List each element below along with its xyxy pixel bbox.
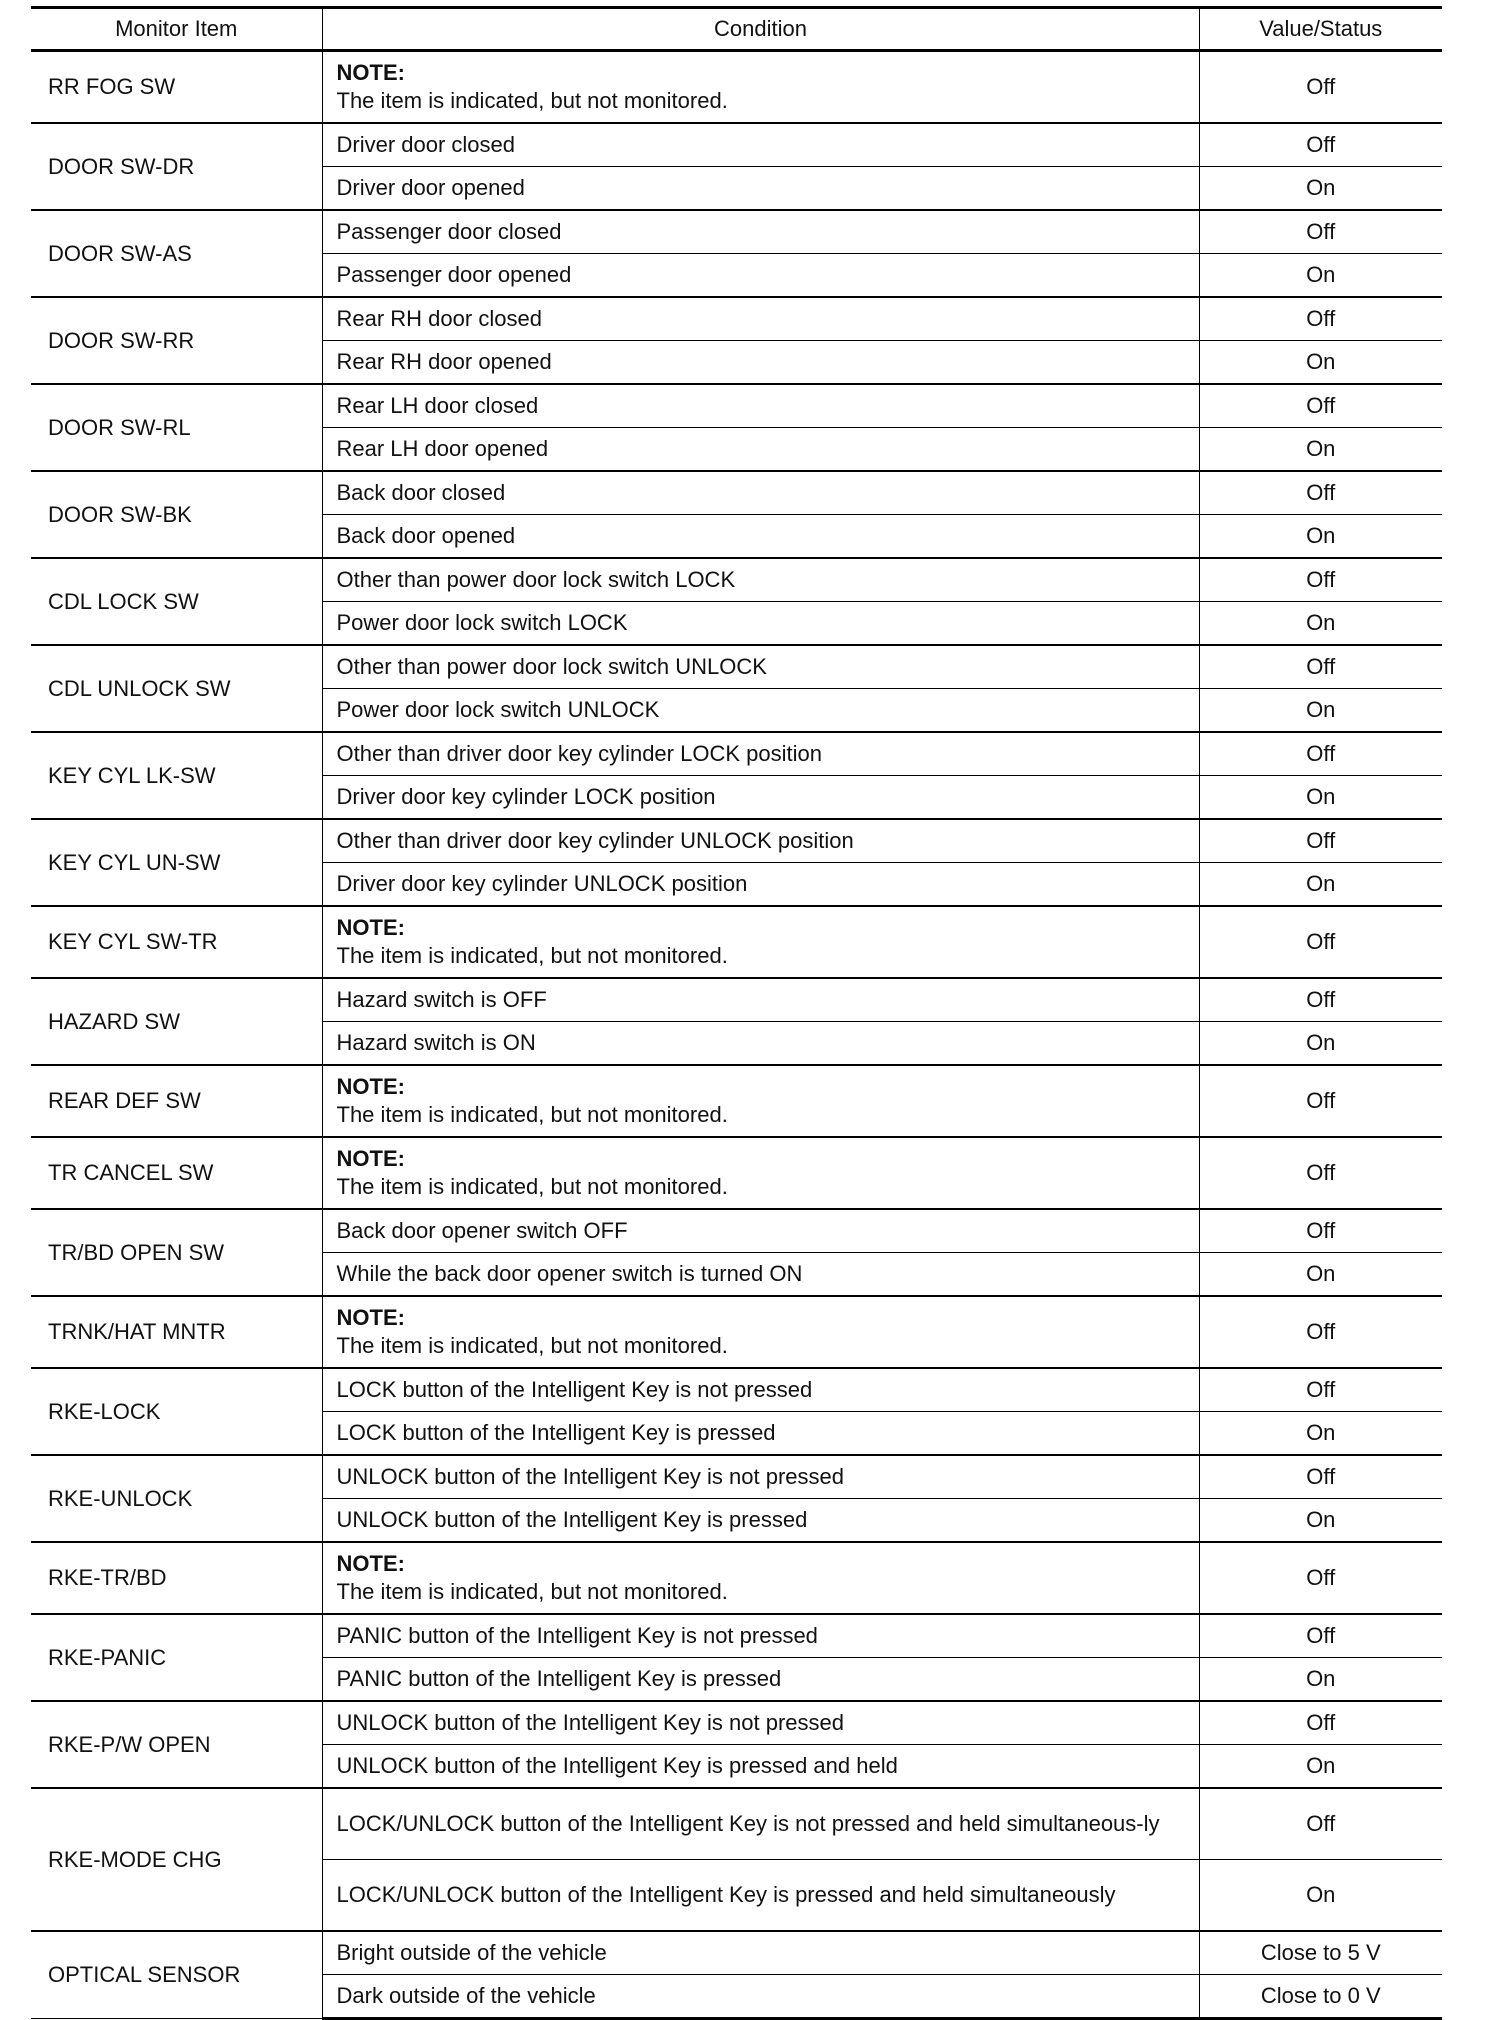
table-row — [31, 1701, 1442, 1745]
value-status-cell: Off — [1199, 1065, 1442, 1137]
condition-cell: Back door closed — [322, 471, 1199, 515]
monitor-item-cell: RKE-TR/BD — [31, 1542, 322, 1614]
table-row — [31, 471, 1442, 515]
condition-cell: Back door opener switch OFF — [322, 1209, 1199, 1253]
note-label: NOTE: — [336, 60, 405, 85]
value-status-cell: Close to 5 V — [1199, 1931, 1442, 1975]
monitor-item-cell: KEY CYL LK-SW — [31, 732, 322, 819]
condition-cell: LOCK/UNLOCK button of the Intelligent Key is pressed and held simultaneously — [322, 1860, 1199, 1932]
condition-cell: Other than driver door key cylinder UNLOCK position — [322, 819, 1199, 863]
value-status-cell: Off — [1199, 1137, 1442, 1209]
monitor-item-cell: KEY CYL SW-TR — [31, 906, 322, 978]
value-status-cell: Off — [1199, 732, 1442, 776]
table-row — [31, 906, 1442, 978]
condition-cell: Passenger door opened — [322, 254, 1199, 298]
table-row — [31, 297, 1442, 341]
condition-cell: While the back door opener switch is turned ON — [322, 1253, 1199, 1297]
value-status-cell: Off — [1199, 210, 1442, 254]
value-status-cell: On — [1199, 428, 1442, 472]
condition-cell: Bright outside of the vehicle — [322, 1931, 1199, 1975]
value-status-cell: Off — [1199, 1701, 1442, 1745]
condition-cell: LOCK/UNLOCK button of the Intelligent Key is not pressed and held simultaneous-ly — [322, 1788, 1199, 1860]
condition-cell: Rear RH door opened — [322, 341, 1199, 385]
value-status-cell: On — [1199, 1022, 1442, 1066]
condition-cell: Rear RH door closed — [322, 297, 1199, 341]
monitor-item-cell: TR/BD OPEN SW — [31, 1209, 322, 1296]
condition-cell: Dark outside of the vehicle — [322, 1975, 1199, 2019]
condition-cell: PANIC button of the Intelligent Key is not pressed — [322, 1614, 1199, 1658]
monitor-item-cell: RKE-P/W OPEN — [31, 1701, 322, 1788]
table-row — [31, 645, 1442, 689]
condition-cell: Other than driver door key cylinder LOCK position — [322, 732, 1199, 776]
note-label: NOTE: — [336, 1305, 405, 1330]
value-status-cell: On — [1199, 776, 1442, 820]
condition-cell: Rear LH door closed — [322, 384, 1199, 428]
table-row — [31, 978, 1442, 1022]
condition-cell: LOCK button of the Intelligent Key is pressed — [322, 1412, 1199, 1456]
condition-cell: Power door lock switch UNLOCK — [322, 689, 1199, 733]
table-row — [31, 1542, 1442, 1614]
condition-cell: LOCK button of the Intelligent Key is not pressed — [322, 1368, 1199, 1412]
note-label: NOTE: — [336, 1074, 405, 1099]
value-status-cell: Off — [1199, 1542, 1442, 1614]
value-status-cell: Off — [1199, 645, 1442, 689]
value-status-cell: Off — [1199, 978, 1442, 1022]
table-row — [31, 1368, 1442, 1412]
value-status-cell: On — [1199, 863, 1442, 907]
value-status-cell: Off — [1199, 51, 1442, 124]
condition-note-cell — [322, 1296, 1199, 1368]
table-row — [31, 51, 1442, 124]
note-text: The item is indicated, but not monitored. — [336, 88, 728, 113]
table-row — [31, 1931, 1442, 1975]
table-row — [31, 384, 1442, 428]
monitor-item-cell: HAZARD SW — [31, 978, 322, 1065]
value-status-cell: On — [1199, 689, 1442, 733]
note-label: NOTE: — [336, 1146, 405, 1171]
table-body — [31, 51, 1442, 2019]
value-status-cell: On — [1199, 341, 1442, 385]
condition-cell: Driver door key cylinder UNLOCK position — [322, 863, 1199, 907]
value-status-cell: Close to 0 V — [1199, 1975, 1442, 2019]
condition-note-cell — [322, 51, 1199, 124]
value-status-cell: Off — [1199, 123, 1442, 167]
value-status-cell: Off — [1199, 1296, 1442, 1368]
note-label: NOTE: — [336, 1551, 405, 1576]
header-value-status: Value/Status — [1199, 8, 1442, 51]
monitor-item-cell: RKE-MODE CHG — [31, 1788, 322, 1931]
value-status-cell: Off — [1199, 384, 1442, 428]
header-monitor-item: Monitor Item — [31, 8, 322, 51]
value-status-cell: Off — [1199, 1368, 1442, 1412]
table-row — [31, 732, 1442, 776]
table-row — [31, 1614, 1442, 1658]
monitor-item-cell: KEY CYL UN-SW — [31, 819, 322, 906]
monitor-item-cell: RKE-UNLOCK — [31, 1455, 322, 1542]
monitor-item-cell: DOOR SW-AS — [31, 210, 322, 297]
monitor-item-cell: CDL UNLOCK SW — [31, 645, 322, 732]
value-status-cell: Off — [1199, 1209, 1442, 1253]
table-header-row — [31, 8, 1442, 51]
monitor-item-cell: TRNK/HAT MNTR — [31, 1296, 322, 1368]
condition-cell: Driver door key cylinder LOCK position — [322, 776, 1199, 820]
condition-cell: Hazard switch is ON — [322, 1022, 1199, 1066]
value-status-cell: On — [1199, 1860, 1442, 1932]
monitor-item-cell: CDL LOCK SW — [31, 558, 322, 645]
monitor-item-cell: RKE-LOCK — [31, 1368, 322, 1455]
table-row — [31, 210, 1442, 254]
condition-cell: UNLOCK button of the Intelligent Key is pressed — [322, 1499, 1199, 1543]
condition-note-cell — [322, 1137, 1199, 1209]
condition-cell: Other than power door lock switch UNLOCK — [322, 645, 1199, 689]
note-text: The item is indicated, but not monitored. — [336, 1333, 728, 1358]
table-row — [31, 1296, 1442, 1368]
condition-note-cell — [322, 906, 1199, 978]
monitor-item-cell: RR FOG SW — [31, 51, 322, 124]
condition-cell: Other than power door lock switch LOCK — [322, 558, 1199, 602]
monitor-item-cell: RKE-PANIC — [31, 1614, 322, 1701]
table-row — [31, 819, 1442, 863]
table-row — [31, 1788, 1442, 1860]
value-status-cell: On — [1199, 515, 1442, 559]
condition-cell: Passenger door closed — [322, 210, 1199, 254]
value-status-cell: Off — [1199, 1455, 1442, 1499]
value-status-cell: On — [1199, 1253, 1442, 1297]
value-status-cell: Off — [1199, 1614, 1442, 1658]
condition-cell: Back door opened — [322, 515, 1199, 559]
condition-cell: Hazard switch is OFF — [322, 978, 1199, 1022]
value-status-cell: On — [1199, 1745, 1442, 1789]
condition-cell: Power door lock switch LOCK — [322, 602, 1199, 646]
value-status-cell: Off — [1199, 558, 1442, 602]
note-label: NOTE: — [336, 915, 405, 940]
condition-note-cell — [322, 1542, 1199, 1614]
value-status-cell: Off — [1199, 471, 1442, 515]
monitor-item-cell: DOOR SW-RL — [31, 384, 322, 471]
table-row — [31, 1455, 1442, 1499]
value-status-cell: Off — [1199, 906, 1442, 978]
monitor-item-table — [31, 6, 1442, 2020]
value-status-cell: Off — [1199, 1788, 1442, 1860]
table-row — [31, 1065, 1442, 1137]
condition-cell: UNLOCK button of the Intelligent Key is not pressed — [322, 1455, 1199, 1499]
value-status-cell: On — [1199, 1499, 1442, 1543]
condition-cell: Rear LH door opened — [322, 428, 1199, 472]
condition-cell: PANIC button of the Intelligent Key is pressed — [322, 1658, 1199, 1702]
table-row — [31, 1209, 1442, 1253]
monitor-item-cell: REAR DEF SW — [31, 1065, 322, 1137]
monitor-item-cell: OPTICAL SENSOR — [31, 1931, 322, 2019]
value-status-cell: Off — [1199, 297, 1442, 341]
value-status-cell: On — [1199, 1658, 1442, 1702]
value-status-cell: On — [1199, 1412, 1442, 1456]
table-row — [31, 558, 1442, 602]
condition-cell: Driver door closed — [322, 123, 1199, 167]
note-text: The item is indicated, but not monitored. — [336, 1102, 728, 1127]
monitor-item-cell: DOOR SW-RR — [31, 297, 322, 384]
value-status-cell: On — [1199, 167, 1442, 211]
value-status-cell: Off — [1199, 819, 1442, 863]
note-text: The item is indicated, but not monitored. — [336, 1174, 728, 1199]
condition-note-cell — [322, 1065, 1199, 1137]
note-text: The item is indicated, but not monitored. — [336, 943, 728, 968]
condition-cell: UNLOCK button of the Intelligent Key is not pressed — [322, 1701, 1199, 1745]
condition-cell: UNLOCK button of the Intelligent Key is pressed and held — [322, 1745, 1199, 1789]
note-text: The item is indicated, but not monitored. — [336, 1579, 728, 1604]
monitor-item-cell: TR CANCEL SW — [31, 1137, 322, 1209]
table-row — [31, 123, 1442, 167]
monitor-item-cell: DOOR SW-BK — [31, 471, 322, 558]
table-row — [31, 1137, 1442, 1209]
value-status-cell: On — [1199, 602, 1442, 646]
monitor-item-cell: DOOR SW-DR — [31, 123, 322, 210]
condition-cell: Driver door opened — [322, 167, 1199, 211]
header-condition: Condition — [322, 8, 1199, 51]
value-status-cell: On — [1199, 254, 1442, 298]
